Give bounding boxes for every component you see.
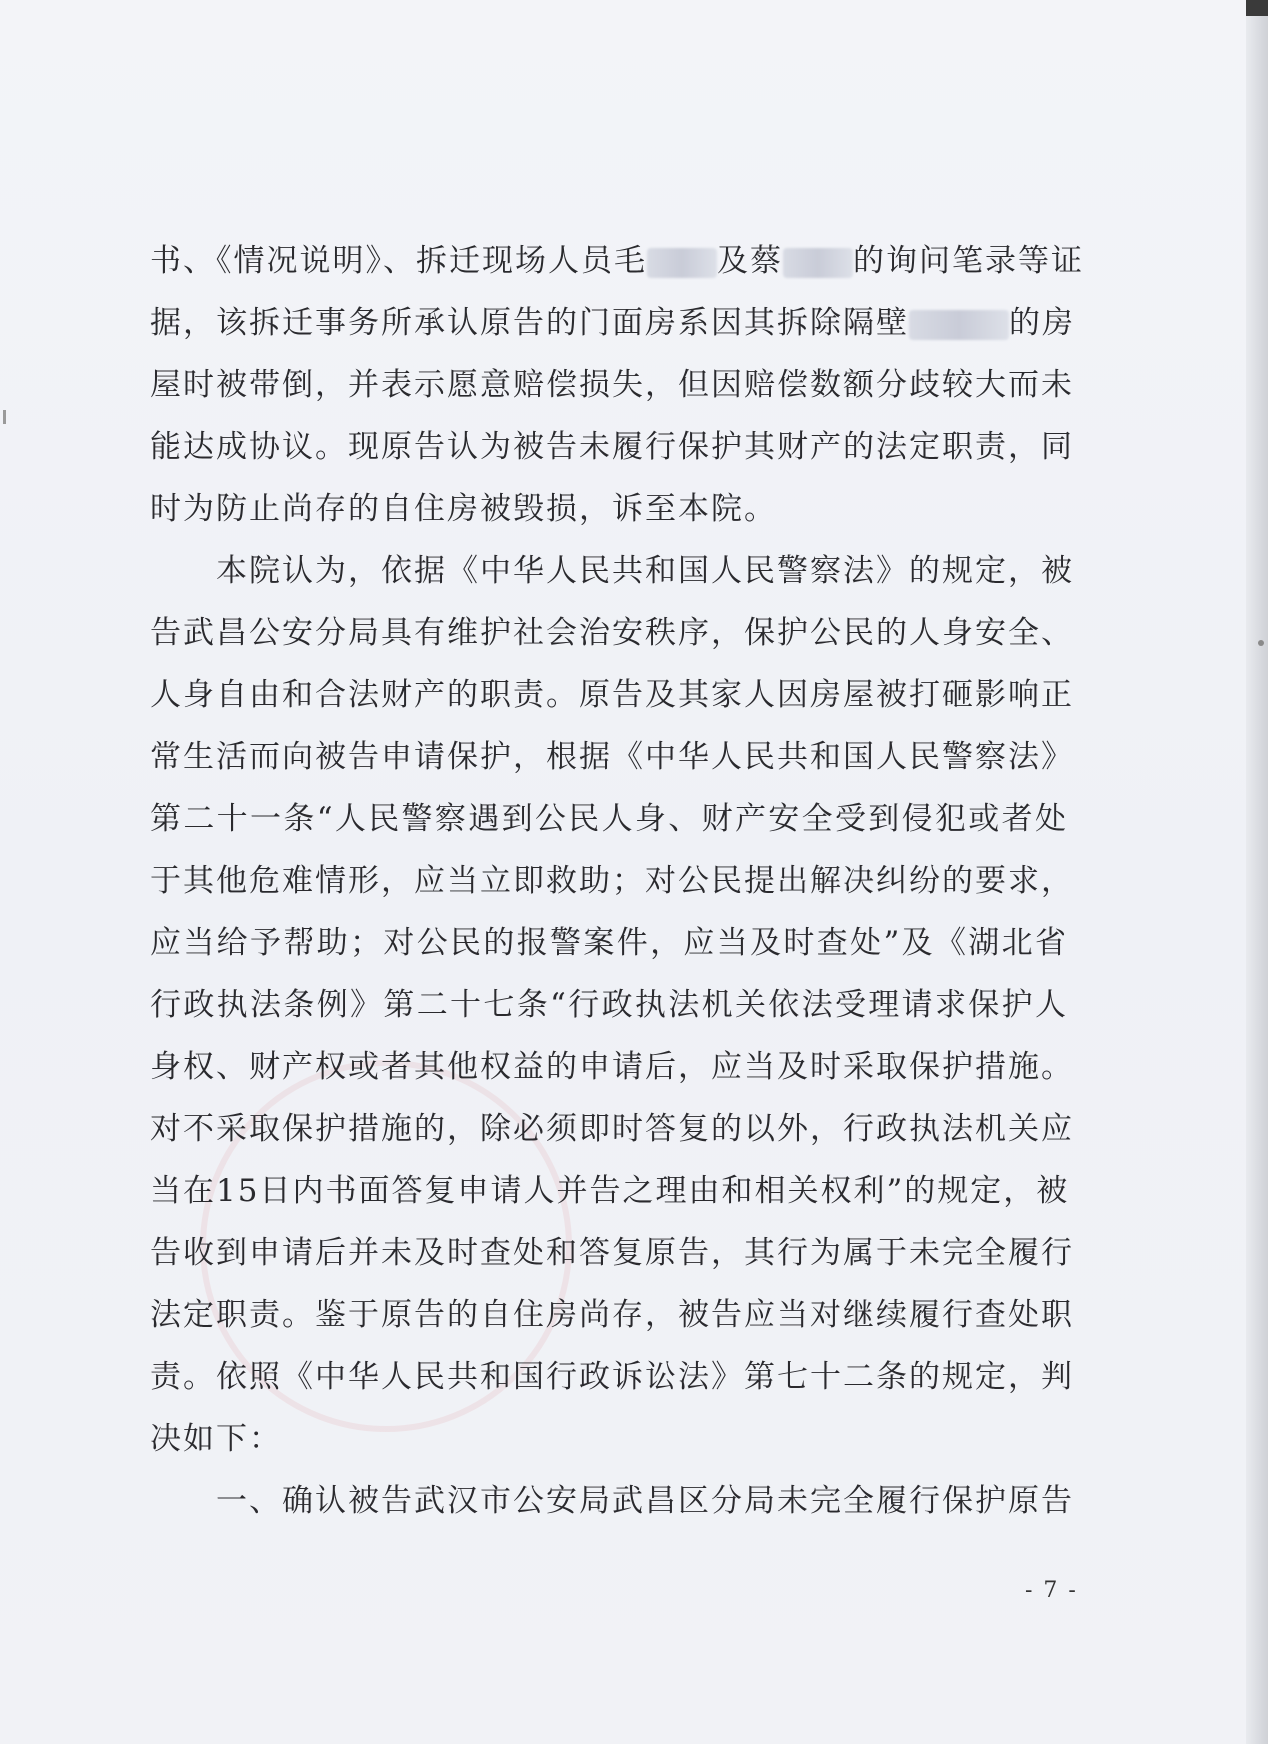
redacted-name xyxy=(783,248,853,278)
text-line-4: 能达成协议。现原告认为被告未履行保护其财产的法定职责，同 xyxy=(150,429,1074,465)
text-line-20: 决如下： xyxy=(150,1421,282,1457)
text-line-21: 一、确认被告武汉市公安局武昌区分局未完全履行保护原告 xyxy=(216,1483,1074,1519)
text-line-11: 于其他危难情形，应当立即救助；对公民提出解决纠纷的要求， xyxy=(150,863,1074,899)
text-line-19: 责。依照《中华人民共和国行政诉讼法》第七十二条的规定，判 xyxy=(150,1359,1074,1395)
text-line-15: 对不采取保护措施的，除必须即时答复的以外，行政执法机关应 xyxy=(150,1111,1074,1147)
text-line-1: 书、《情况说明》、拆迁现场人员毛 及蔡 的询问笔录等证 xyxy=(150,243,1084,279)
text-line-14: 身权、财产权或者其他权益的申请后，应当及时采取保护措施。 xyxy=(150,1049,1074,1085)
text-line-17: 告收到申请后并未及时查处和答复原告，其行为属于未完全履行 xyxy=(150,1235,1074,1271)
text-line-2: 据，该拆迁事务所承认原告的门面房系因其拆除隔壁 的房 xyxy=(150,305,1075,341)
page-number: - 7 - xyxy=(1025,1578,1078,1603)
scan-artifact xyxy=(3,410,6,424)
text-line-10: 第二十一条“人民警察遇到公民人身、财产安全受到侵犯或者处 xyxy=(150,801,1068,837)
text-line-16: 当在15日内书面答复申请人并告之理由和相关权利”的规定，被 xyxy=(150,1173,1070,1209)
scan-artifact xyxy=(1258,640,1264,646)
text-line-9: 常生活而向被告申请保护，根据《中华人民共和国人民警察法》 xyxy=(150,739,1074,775)
text-line-8: 人身自由和合法财产的职责。原告及其家人因房屋被打砸影响正 xyxy=(150,677,1074,713)
text-line-13: 行政执法条例》第二十七条“行政执法机关依法受理请求保护人 xyxy=(150,987,1068,1023)
redacted-name xyxy=(909,310,1009,340)
text-line-7: 告武昌公安分局具有维护社会治安秩序，保护公民的人身安全、 xyxy=(150,615,1074,651)
text-line-3: 屋时被带倒，并表示愿意赔偿损失，但因赔偿数额分歧较大而未 xyxy=(150,367,1074,403)
text-line-18: 法定职责。鉴于原告的自住房尚存，被告应当对继续履行查处职 xyxy=(150,1297,1074,1333)
text-line-5: 时为防止尚存的自住房被毁损，诉至本院。 xyxy=(150,491,777,527)
scan-edge-corner xyxy=(1246,0,1268,16)
scan-edge xyxy=(1246,0,1268,1744)
text-line-12: 应当给予帮助；对公民的报警案件，应当及时查处”及《湖北省 xyxy=(150,925,1068,961)
document-body xyxy=(150,230,1084,1532)
text-line-6: 本院认为，依据《中华人民共和国人民警察法》的规定，被 xyxy=(216,553,1074,589)
redacted-name xyxy=(647,248,717,278)
